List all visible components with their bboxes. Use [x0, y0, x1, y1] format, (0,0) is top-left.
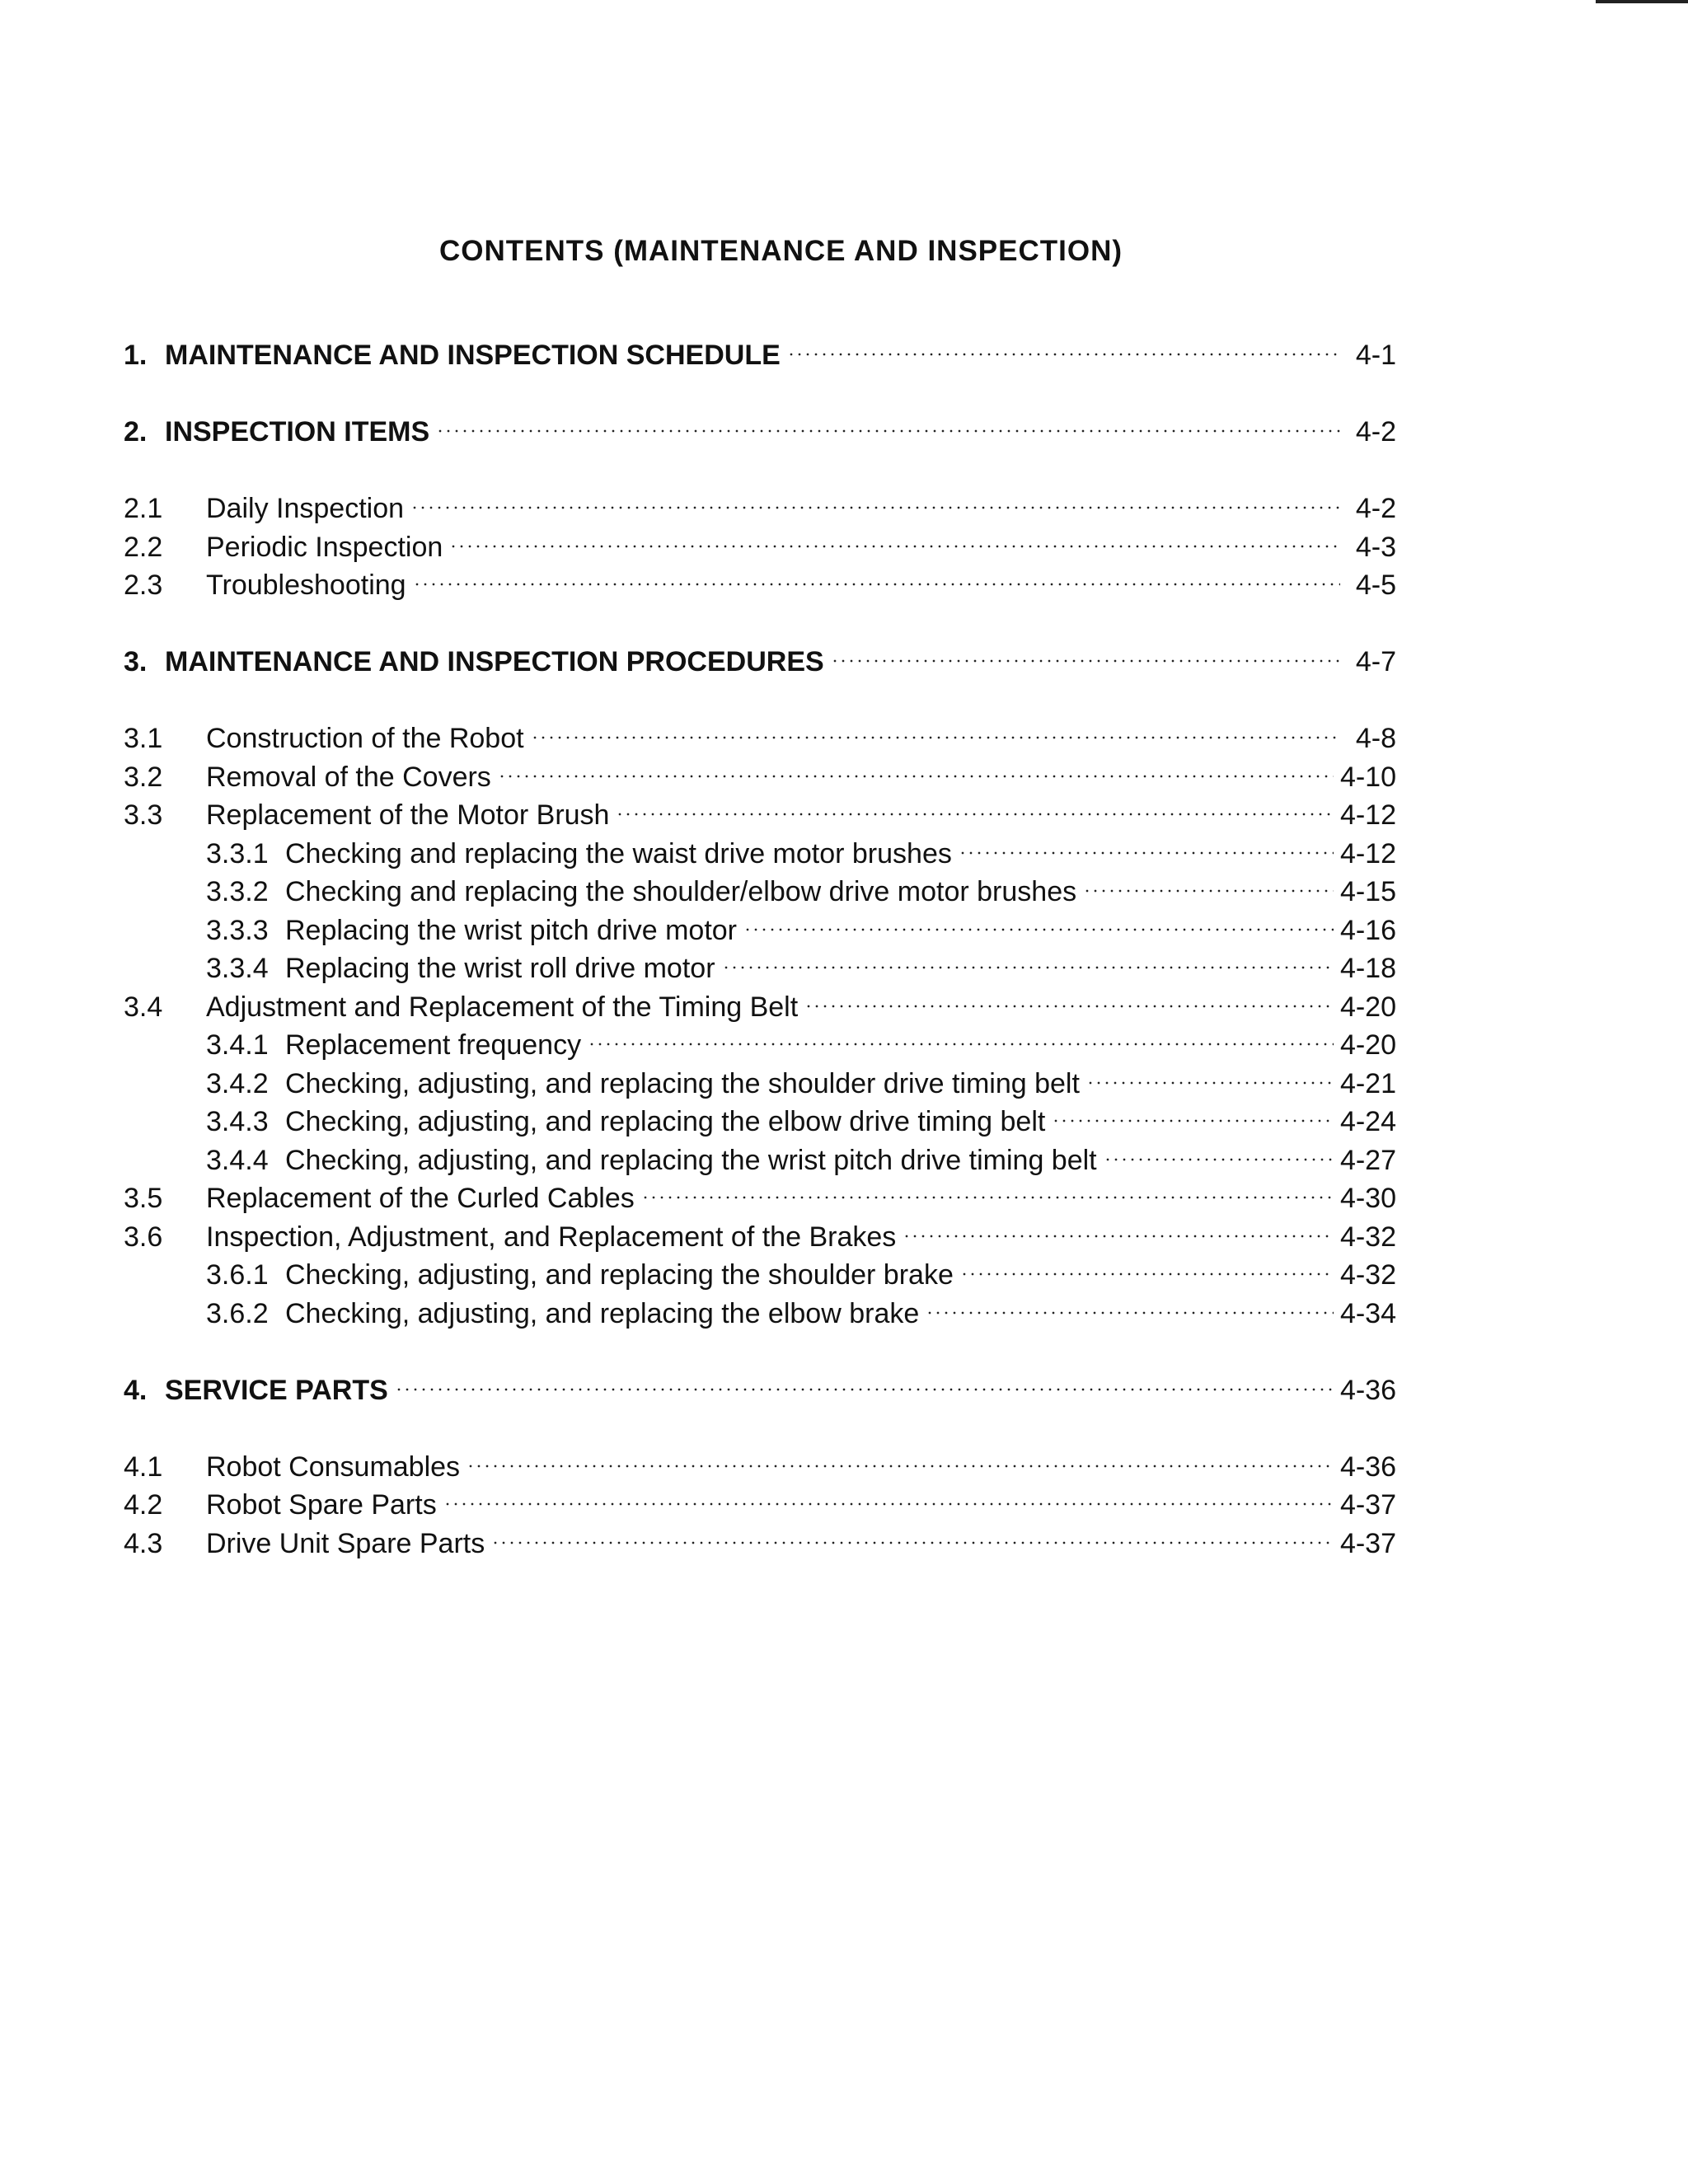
entry-title: Checking, adjusting, and replacing the shoulder brake — [285, 1259, 954, 1291]
dot-leader — [491, 1541, 1334, 1544]
section-spacer — [124, 1409, 1396, 1448]
dot-leader — [960, 1272, 1334, 1276]
toc-subsubsection[interactable] — [124, 1141, 1396, 1180]
dot-leader — [467, 1465, 1334, 1468]
dot-leader — [1052, 1119, 1334, 1122]
page-number: 4-32 — [1339, 1259, 1396, 1291]
entry-title: Checking and replacing the shoulder/elbow drive motor brushes — [285, 876, 1077, 907]
entry-number: 3.1 — [124, 723, 163, 754]
toc-subsection[interactable] — [124, 528, 1396, 567]
page-number: 4-12 — [1339, 799, 1396, 831]
entry-title: Construction of the Robot — [206, 723, 524, 754]
entry-title: Robot Consumables — [206, 1451, 461, 1483]
page-number: 4-15 — [1339, 876, 1396, 907]
page-number: 4-8 — [1355, 723, 1396, 754]
dot-leader — [804, 1005, 1334, 1008]
dot-leader — [443, 1502, 1334, 1506]
page-number: 4-10 — [1339, 761, 1396, 793]
toc-subsection[interactable] — [124, 566, 1396, 605]
toc-subsection[interactable] — [124, 1486, 1396, 1525]
page-number: 4-36 — [1339, 1451, 1396, 1483]
dot-leader — [926, 1311, 1334, 1315]
page-number: 4-5 — [1355, 569, 1396, 601]
entry-number: 2.3 — [124, 569, 163, 601]
page-number: 4-37 — [1339, 1527, 1396, 1559]
toc-section-heading[interactable] — [124, 336, 1396, 375]
page-number: 4-2 — [1355, 493, 1396, 524]
entry-title: Checking, adjusting, and replacing the wrist pitch drive timing belt — [285, 1144, 1097, 1176]
section-spacer — [124, 1333, 1396, 1371]
toc-subsection[interactable] — [124, 1525, 1396, 1563]
entry-number: 3.6.1 — [206, 1259, 269, 1291]
section-spacer — [124, 375, 1396, 414]
dot-leader — [531, 736, 1340, 739]
entry-number: 3.4.3 — [206, 1106, 269, 1137]
toc-subsubsection[interactable] — [124, 949, 1396, 988]
section-spacer — [124, 452, 1396, 490]
toc-subsubsection[interactable] — [124, 835, 1396, 874]
entry-number: 1. — [124, 340, 148, 371]
page-number: 4-3 — [1355, 531, 1396, 563]
page-number: 4-12 — [1339, 837, 1396, 869]
page-number: 4-20 — [1339, 1029, 1396, 1061]
page-number: 4-37 — [1339, 1489, 1396, 1521]
corner-rule — [1596, 0, 1688, 3]
entry-number: 3.3.3 — [206, 914, 269, 946]
dot-leader — [616, 813, 1333, 816]
entry-number: 3.4 — [124, 991, 163, 1023]
page-number: 4-30 — [1339, 1183, 1396, 1214]
dot-leader — [498, 775, 1334, 778]
entry-title: Replacement of the Motor Brush — [206, 799, 610, 831]
page-number: 4-21 — [1339, 1067, 1396, 1099]
entry-number: 2.2 — [124, 531, 163, 563]
entry-title: Checking and replacing the waist drive motor brushes — [285, 837, 952, 869]
entry-title: Checking, adjusting, and replacing the shoulder drive timing belt — [285, 1067, 1080, 1099]
entry-title: MAINTENANCE AND INSPECTION PROCEDURES — [165, 646, 824, 677]
entry-title: Replacing the wrist roll drive motor — [285, 953, 715, 984]
page-number: 4-18 — [1339, 953, 1396, 984]
page-number: 4-16 — [1339, 914, 1396, 946]
toc-subsubsection[interactable] — [124, 1103, 1396, 1141]
entry-title: Inspection, Adjustment, and Replacement of the Brakes — [206, 1221, 897, 1253]
page-number: 4-27 — [1339, 1144, 1396, 1176]
dot-leader — [410, 506, 1340, 509]
entry-title: INSPECTION ITEMS — [165, 416, 430, 448]
entry-title: MAINTENANCE AND INSPECTION SCHEDULE — [165, 340, 781, 371]
dot-leader — [903, 1235, 1334, 1238]
entry-number: 3.3.4 — [206, 953, 269, 984]
dot-leader — [1083, 889, 1334, 893]
entry-number: 4.2 — [124, 1489, 163, 1521]
toc-subsubsection[interactable] — [124, 1256, 1396, 1295]
page-number: 4-2 — [1355, 416, 1396, 448]
entry-title: Daily Inspection — [206, 493, 405, 524]
entry-title: Periodic Inspection — [206, 531, 443, 563]
toc-subsubsection[interactable] — [124, 1026, 1396, 1065]
page-number: 4-7 — [1355, 646, 1396, 677]
entry-title: Replacing the wrist pitch drive motor — [285, 914, 738, 946]
entry-number: 3.6 — [124, 1221, 163, 1253]
toc-subsection[interactable] — [124, 988, 1396, 1027]
dot-leader — [1086, 1081, 1334, 1085]
dot-leader — [588, 1043, 1334, 1046]
entry-number: 3.4.4 — [206, 1144, 269, 1176]
entry-number: 4. — [124, 1374, 148, 1406]
page-title: CONTENTS (MAINTENANCE AND INSPECTION) — [438, 235, 1123, 267]
page-number: 4-34 — [1339, 1297, 1396, 1329]
page-number: 4-36 — [1339, 1374, 1396, 1406]
entry-title: Checking, adjusting, and replacing the elbow drive timing belt — [285, 1106, 1046, 1137]
entry-title: Replacement frequency — [285, 1029, 582, 1061]
entry-number: 3.5 — [124, 1183, 163, 1214]
toc-subsection[interactable] — [124, 1218, 1396, 1257]
page-number: 4-1 — [1355, 340, 1396, 371]
toc-section-heading[interactable] — [124, 413, 1396, 452]
entry-number: 3.4.2 — [206, 1067, 269, 1099]
entry-number: 2. — [124, 416, 148, 448]
dot-leader — [787, 353, 1340, 356]
dot-leader — [449, 545, 1340, 548]
page-number: 4-24 — [1339, 1106, 1396, 1137]
dot-leader — [743, 928, 1334, 931]
toc-subsubsection[interactable] — [124, 912, 1396, 950]
toc-subsubsection[interactable] — [124, 1065, 1396, 1104]
entry-title: Removal of the Covers — [206, 761, 491, 793]
entry-number: 3.6.2 — [206, 1297, 269, 1329]
entry-title: Adjustment and Replacement of the Timing Belt — [206, 991, 799, 1023]
dot-leader — [959, 851, 1334, 855]
entry-title: Replacement of the Curled Cables — [206, 1183, 635, 1214]
dot-leader — [641, 1196, 1334, 1199]
toc-subsection[interactable] — [124, 719, 1396, 758]
page-number: 4-20 — [1339, 991, 1396, 1023]
entry-title: SERVICE PARTS — [165, 1374, 388, 1406]
toc-subsection[interactable] — [124, 1448, 1396, 1487]
dot-leader — [722, 966, 1334, 969]
section-spacer — [124, 682, 1396, 720]
entry-number: 3.3.2 — [206, 876, 269, 907]
dot-leader — [413, 583, 1340, 586]
toc-subsubsection[interactable] — [124, 1295, 1396, 1333]
table-of-contents — [124, 336, 1396, 1563]
toc-section-heading[interactable] — [124, 1371, 1396, 1410]
dot-leader — [395, 1388, 1334, 1391]
toc-subsection[interactable] — [124, 796, 1396, 835]
entry-number: 4.3 — [124, 1527, 163, 1559]
entry-number: 3.4.1 — [206, 1029, 269, 1061]
dot-leader — [831, 659, 1340, 663]
entry-number: 3.3.1 — [206, 837, 269, 869]
entry-title: Troubleshooting — [206, 569, 406, 601]
entry-title: Checking, adjusting, and replacing the elbow brake — [285, 1297, 920, 1329]
entry-number: 2.1 — [124, 493, 163, 524]
entry-title: Robot Spare Parts — [206, 1489, 437, 1521]
entry-number: 4.1 — [124, 1451, 163, 1483]
toc-subsection[interactable] — [124, 758, 1396, 797]
entry-title: Drive Unit Spare Parts — [206, 1527, 485, 1559]
section-spacer — [124, 605, 1396, 644]
entry-number: 3.3 — [124, 799, 163, 831]
page-number: 4-32 — [1339, 1221, 1396, 1253]
toc-subsection[interactable] — [124, 1179, 1396, 1218]
dot-leader — [436, 429, 1340, 433]
toc-subsection[interactable] — [124, 490, 1396, 528]
entry-number: 3. — [124, 646, 148, 677]
toc-section-heading[interactable] — [124, 643, 1396, 682]
dot-leader — [1104, 1158, 1334, 1161]
toc-subsubsection[interactable] — [124, 873, 1396, 912]
entry-number: 3.2 — [124, 761, 163, 793]
